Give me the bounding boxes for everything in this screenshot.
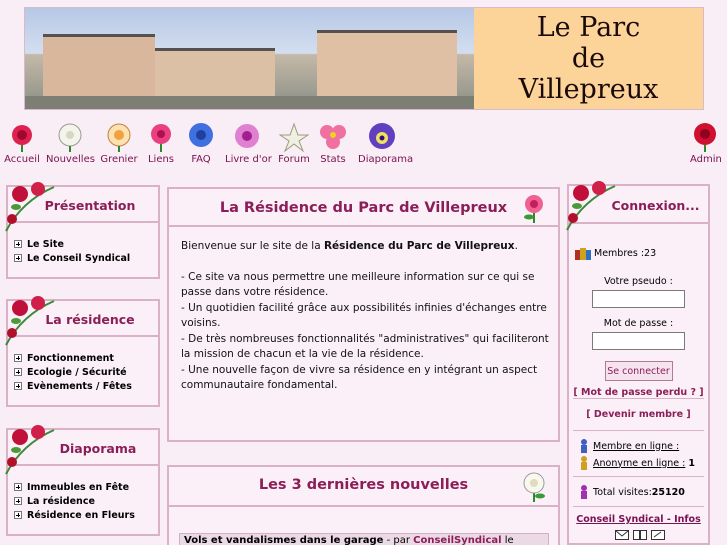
- anonymous-icon: [579, 456, 589, 470]
- box-title: Connexion...: [611, 197, 700, 213]
- expand-icon: [14, 497, 22, 505]
- expand-icon: [14, 483, 22, 491]
- corner-roses-icon: [565, 180, 629, 240]
- banner-title-line-2: de: [571, 43, 606, 74]
- mail-icon[interactable]: [615, 530, 629, 540]
- blue-flower-icon: [186, 122, 216, 152]
- nav-liens[interactable]: [146, 122, 176, 165]
- purple-flower-icon: [232, 122, 262, 152]
- welcome-text: [181, 239, 556, 394]
- lost-password-link[interactable]: [ Mot de passe perdu ? ]: [573, 387, 704, 398]
- nav-label: Stats: [320, 154, 346, 165]
- main-nav: [0, 122, 727, 172]
- pseudo-input[interactable]: [592, 290, 685, 308]
- password-label: Mot de passe :: [603, 318, 674, 329]
- connect-button[interactable]: Se connecter: [605, 361, 673, 381]
- nav-label: Admin: [690, 154, 722, 165]
- box-title: Présentation: [44, 197, 136, 213]
- nav-label: Forum: [278, 154, 310, 165]
- become-member-link[interactable]: [ Devenir membre ]: [586, 409, 691, 420]
- expand-icon: [14, 240, 22, 248]
- group-icon: [575, 246, 591, 260]
- visitor-icon: [579, 485, 589, 499]
- password-input[interactable]: [592, 332, 685, 350]
- white-rose-icon: [520, 472, 548, 502]
- list-item[interactable]: Résidence en Fleurs: [14, 508, 158, 522]
- nav-accueil[interactable]: [4, 122, 40, 165]
- nav-stats[interactable]: [318, 122, 348, 165]
- book-icon[interactable]: [633, 530, 647, 540]
- list-item[interactable]: Le Site: [14, 237, 158, 251]
- login-form: [569, 276, 708, 398]
- nav-label: Grenier: [100, 154, 138, 165]
- news-item-author[interactable]: ConseilSyndical: [413, 535, 502, 545]
- member-icon: [579, 439, 589, 453]
- news-item-title[interactable]: Vols et vandalismes dans le garage: [184, 535, 384, 545]
- site-banner: [24, 7, 704, 110]
- info-icons: [615, 530, 665, 540]
- expand-icon: [14, 354, 22, 362]
- nav-label: FAQ: [191, 154, 211, 165]
- page-title: La Résidence du Parc de Villepreux: [219, 200, 508, 216]
- nav-label: Liens: [147, 154, 175, 165]
- presentation-box: [6, 185, 160, 279]
- nav-label: Diaporama: [358, 154, 414, 165]
- nav-label: Accueil: [4, 154, 40, 165]
- white-rose-icon: [55, 122, 85, 152]
- nav-forum[interactable]: [277, 122, 311, 165]
- news-title: Les 3 dernières nouvelles: [258, 477, 469, 493]
- box-header: [169, 189, 558, 227]
- list-item[interactable]: Le Conseil Syndical: [14, 251, 158, 265]
- corner-roses-icon: [4, 295, 68, 355]
- list-item[interactable]: Ecologie / Sécurité: [14, 365, 158, 379]
- red-rose-icon: [7, 122, 37, 152]
- welcome-box: [167, 187, 560, 442]
- nav-nouvelles[interactable]: [46, 122, 94, 165]
- login-box: [567, 184, 710, 545]
- banner-title: [474, 8, 703, 109]
- nav-diaporama[interactable]: [358, 122, 414, 165]
- bullet: - Une nouvelle façon de vivre sa résidence en y intégrant un aspect communautaire fondamental.: [181, 363, 538, 391]
- bullet: - Un quotidien facilité grâce aux possibilités infinies d'échanges entre voisins.: [181, 301, 547, 329]
- bullet: - Ce site va nous permettre une meilleure information sur ce qui se passe dans votre résidence.: [181, 270, 535, 298]
- members-count: Membres : 23: [575, 246, 656, 260]
- conseil-syndical-infos-link[interactable]: Conseil Syndical - Infos: [576, 514, 701, 525]
- banner-title-line-1: Le Parc: [536, 12, 641, 43]
- edit-icon[interactable]: [651, 530, 665, 540]
- nav-label: Livre d'or: [225, 154, 272, 165]
- list-item[interactable]: Immeubles en Fête: [14, 480, 158, 494]
- list-item[interactable]: Evènements / Fêtes: [14, 379, 158, 393]
- nav-grenier[interactable]: [100, 122, 138, 165]
- banner-ground: [25, 96, 474, 109]
- online-anonymous[interactable]: Anonyme en ligne : 1: [579, 456, 695, 470]
- list-item[interactable]: La résidence: [14, 494, 158, 508]
- expand-icon: [14, 382, 22, 390]
- news-item[interactable]: Vols et vandalismes dans le garage - par ConseilSyndical le: [179, 533, 549, 545]
- expand-icon: [14, 254, 22, 262]
- pink-daisy-icon: [318, 122, 348, 152]
- diaporama-box: [6, 428, 160, 536]
- expand-icon: [14, 511, 22, 519]
- expand-icon: [14, 368, 22, 376]
- red-rose-icon: [690, 122, 720, 152]
- pseudo-label: Votre pseudo :: [604, 276, 673, 287]
- nav-label: Nouvelles: [46, 154, 95, 165]
- nav-admin[interactable]: [690, 122, 720, 165]
- banner-photo: [25, 8, 474, 109]
- orange-flower-icon: [104, 122, 134, 152]
- news-box: [167, 465, 560, 545]
- corner-roses-icon: [4, 181, 68, 241]
- banner-title-line-3: Villepreux: [518, 74, 659, 105]
- list-item[interactable]: Fonctionnement: [14, 351, 158, 365]
- box-title: La résidence: [45, 311, 135, 327]
- bullet: - De très nombreuses fonctionnalités "administratives" qui faciliteront la mission de chacun et la vie de la résidence.: [181, 332, 549, 360]
- residence-box: [6, 299, 160, 407]
- nav-livre-dor[interactable]: [225, 122, 272, 165]
- purple-pansy-icon: [367, 122, 397, 152]
- box-title: Diaporama: [59, 440, 137, 456]
- white-lily-icon: [279, 122, 309, 152]
- corner-roses-icon: [4, 424, 68, 484]
- pink-flower-icon: [146, 122, 176, 152]
- pink-rose-icon: [520, 193, 548, 223]
- total-visits: Total visites: 25120: [579, 485, 685, 499]
- welcome-line: Bienvenue sur le site de la Résidence du Parc de Villepreux.: [181, 240, 518, 252]
- online-members[interactable]: Membre en ligne :: [579, 439, 679, 453]
- box-header: [169, 467, 558, 507]
- nav-faq[interactable]: [186, 122, 216, 165]
